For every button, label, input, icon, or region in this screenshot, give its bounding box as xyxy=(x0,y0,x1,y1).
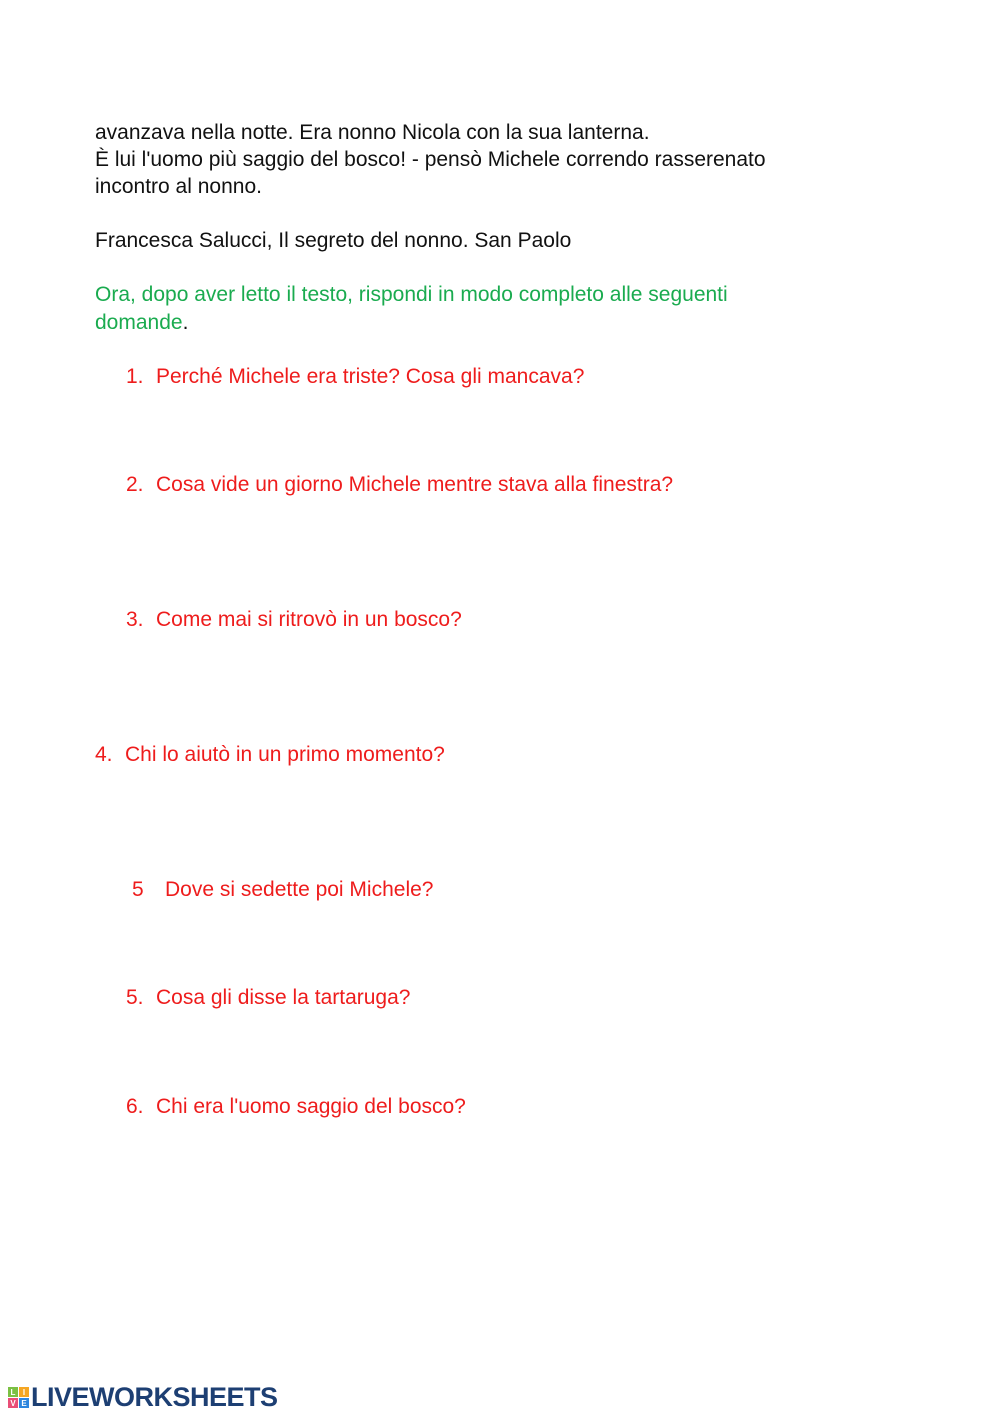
question-1 xyxy=(126,363,584,390)
question-number: 4. xyxy=(95,743,113,766)
question-text: Perché Michele era triste? Cosa gli mancava? xyxy=(156,365,585,388)
question-number: 3. xyxy=(126,608,144,631)
story-line: incontro al nonno. xyxy=(95,175,262,198)
question-5b xyxy=(126,984,410,1011)
question-4 xyxy=(95,741,445,768)
question-text: Come mai si ritrovò in un bosco? xyxy=(156,608,462,631)
question-2 xyxy=(126,471,673,498)
logo-badge-icon xyxy=(8,1387,29,1408)
instruction-period: . xyxy=(182,311,189,334)
story-line: È lui l'uomo più saggio del bosco! - pensò Michele correndo rasserenato xyxy=(95,148,766,171)
instruction-text: domande xyxy=(95,311,183,334)
question-number: 1. xyxy=(126,365,144,388)
story-line: avanzava nella notte. Era nonno Nicola con la sua lanterna. xyxy=(95,121,650,144)
question-text: Chi era l'uomo saggio del bosco? xyxy=(156,1095,466,1118)
badge-letter: I xyxy=(19,1387,29,1397)
logo-text: LIVEWORKSHEETS xyxy=(31,1382,278,1412)
badge-letter: E xyxy=(19,1398,29,1408)
question-text: Chi lo aiutò in un primo momento? xyxy=(125,743,445,766)
question-text: Cosa vide un giorno Michele mentre stava alla finestra? xyxy=(156,473,674,496)
instruction-line: Ora, dopo aver letto il testo, rispondi in modo completo alle seguenti xyxy=(95,283,728,306)
question-number: 6. xyxy=(126,1095,144,1118)
question-3 xyxy=(126,606,462,633)
instruction-line xyxy=(95,309,188,336)
question-6 xyxy=(126,1093,466,1120)
question-5a xyxy=(132,876,433,903)
liveworksheets-logo xyxy=(8,1382,278,1413)
question-number: 2. xyxy=(126,473,144,496)
citation: Francesca Salucci, Il segreto del nonno. San Paolo xyxy=(95,229,572,252)
question-number: 5 xyxy=(132,878,144,901)
question-text: Dove si sedette poi Michele? xyxy=(165,878,434,901)
badge-letter: V xyxy=(8,1398,18,1408)
question-text: Cosa gli disse la tartaruga? xyxy=(156,986,411,1009)
question-number: 5. xyxy=(126,986,144,1009)
badge-letter: L xyxy=(8,1387,18,1397)
